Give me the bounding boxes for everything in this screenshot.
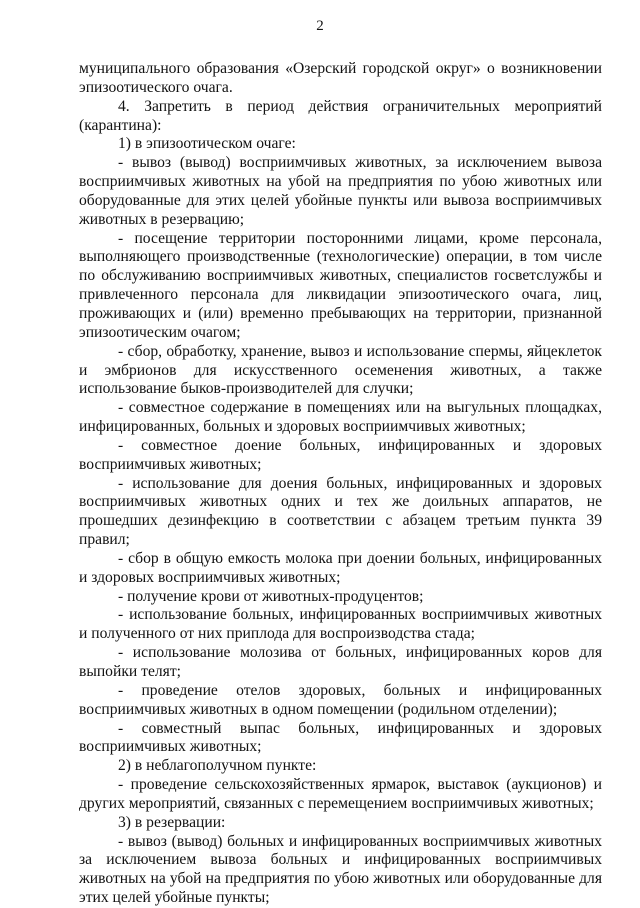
- list-item: - совместный выпас больных, инфицированных и здоровых восприимчивых животных;: [79, 719, 602, 756]
- document-body: [79, 60, 602, 908]
- list-item: - вывоз (вывод) больных и инфицированных восприимчивых животных за исключением вывоза больных и инфицированных восприимчивых животных на убой на предприятия по убою животных или оборудованные для этих целей убойные пункты;: [79, 832, 602, 907]
- list-item: - вывоз (вывод) восприимчивых животных, за исключением вывоза восприимчивых животных на убой на предприятия по убою животных или оборудованные для этих целей убойные пункты или вывоза восприимчивых животных в резервацию;: [79, 154, 602, 228]
- list-item: - проведение сельскохозяйственных ярмарок, выставок (аукционов) и других мероприятий, связанных с перемещением восприимчивых животных;: [79, 776, 602, 812]
- paragraph-subitem-3: 3) в резервации:: [118, 813, 226, 831]
- list-item: - получение крови от животных-продуцентов;: [118, 587, 424, 605]
- paragraph-subitem-1: 1) в эпизоотическом очаге:: [118, 135, 296, 153]
- list-item: - проведение отелов здоровых, больных и инфицированных восприимчивых животных в одном помещении (родильном отделении);: [79, 681, 602, 718]
- paragraph-continuation: муниципального образования «Озерский городской округ» о возникновении эпизоотического очага.: [79, 60, 602, 96]
- list-item: - посещение территории посторонними лицами, кроме персонала, выполняющего производственные (технологические) операции, в том числе по обслуживанию восприимчивых животных, специалистов госветслужбы и привлеченного персонала для ликвидации эпизоотического очага, лиц, проживающих и (или) временно пребывающих на территории, признанной эпизоотическим очагом;: [79, 229, 602, 341]
- paragraph-subitem-2: 2) в неблагополучном пункте:: [118, 757, 317, 775]
- list-item: - использование для доения больных, инфицированных и здоровых восприимчивых животных одних и тех же доильных аппаратов, не прошедших дезинфекцию в соответствии с абзацем третьим пункта 39 правил;: [79, 474, 602, 549]
- page-number: 2: [316, 18, 324, 34]
- list-item: - сбор в общую емкость молока при доении больных, инфицированных и здоровых восприимчивых животных;: [79, 549, 602, 586]
- list-item: - использование больных, инфицированных восприимчивых животных и полученного от них приплода для воспроизводства стада;: [79, 606, 602, 643]
- list-item: - совместное содержание в помещениях или на выгульных площадках, инфицированных, больных и здоровых восприимчивых животных;: [79, 399, 602, 436]
- list-item: - совместное доение больных, инфицированных и здоровых восприимчивых животных;: [79, 436, 602, 473]
- paragraph-item-4: 4. Запретить в период действия ограничительных мероприятий (карантина):: [79, 97, 602, 134]
- list-item: - сбор, обработку, хранение, вывоз и использование спермы, яйцеклеток и эмбрионов для искусственного осеменения животных, а также использование быков-производителей для случки;: [79, 342, 602, 398]
- list-item: - использование молозива от больных, инфицированных коров для выпойки телят;: [79, 644, 602, 680]
